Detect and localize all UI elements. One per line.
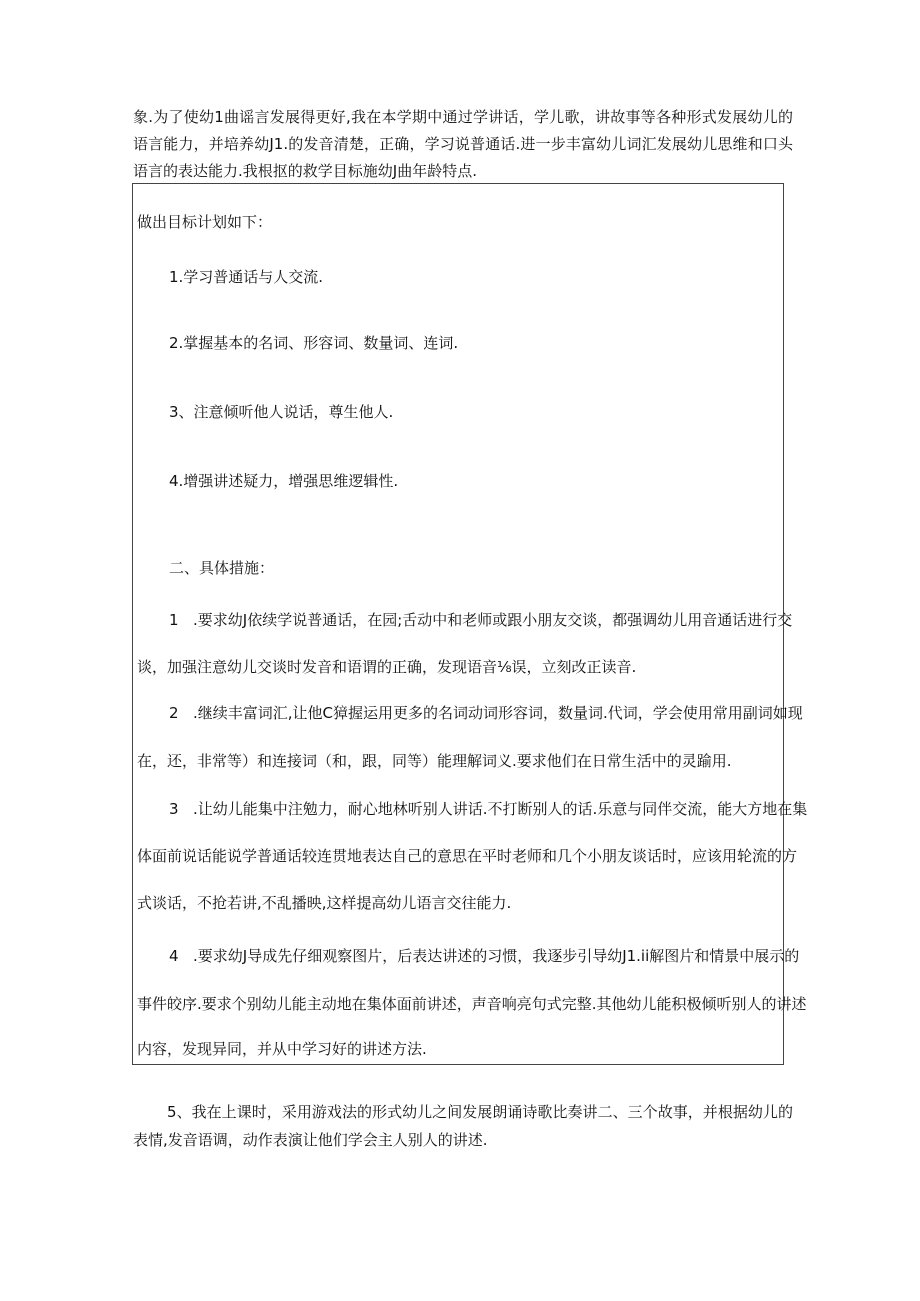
measure-4-line-3: 内容，发现异同，并从中学习好的讲述方法. — [137, 1040, 427, 1058]
plan-heading: 做出目标计划如下： — [137, 213, 273, 231]
measure-4-line-2: 事件皎序.要求个别幼儿能主动地在集体面前讲述，声音响亮句式完整.其他幼儿能积极倾听别人的讲述 — [137, 995, 807, 1013]
goal-item-4: 4.增强讲述疑力，增强思维逻辑性. — [169, 472, 399, 490]
measure-1-number: 1 — [169, 611, 179, 629]
measure-4-number: 4 — [169, 947, 179, 965]
measure-3-line-2: 体面前说话能说学普通话较连贯地表达自己的意思在平时老师和几个小朋友谈话时，应该用轮流的方 — [137, 847, 798, 865]
measure-3-number: 3 — [169, 800, 179, 818]
measure-2-number: 2 — [169, 704, 179, 722]
goal-item-3: 3、注意倾听他人说话，尊生他人. — [169, 403, 394, 421]
measure-3-line-3: 式谈话，不抢若讲,不乱播映,这样提高幼儿语言交往能力. — [137, 894, 512, 912]
plan-box — [132, 183, 808, 1065]
goal-item-2: 2.掌握基本的名词、形容词、数量词、连词. — [169, 334, 459, 352]
measure-2-line-1: 2 .继续丰富词汇,让他C獐握运用更多的名词动词形容词，数量词.代词，学会使用常用副词如现 — [169, 704, 803, 722]
intro-paragraph: 象.为了使幼1曲谣言发展得更好,我在本学期中通过学讲话，学儿歌，讲故事等各种形式发展幼儿的语言能力，并培养幼J1.的发音清楚，正确，学习说普通话.进一步丰富幼儿词汇发展幼儿思维和口头语言的表达能力.我根抠的救学目标施幼J曲年龄特点. — [133, 108, 793, 180]
outro-paragraph: 5、我在上课时，采用游戏法的形式幼儿之间发展朗诵诗歌比奏讲二、三个故事，并根据幼儿的表情,发音语调，动作表演让他们学会主人别人的讲述. — [133, 1103, 793, 1149]
measure-4-line-1: 4 .要求幼J导成先仔细观察图片，后表达讲述的习惯，我逐步引导幼J1.ii解图片和情景中展示的 — [169, 947, 800, 965]
measures-title: 二、具体措施： — [169, 559, 275, 577]
measure-3-line-1: 3 .让幼儿能集中注勉力，耐心地林听别人讲话.不打断别人的话.乐意与同伴交流，能大方地在集 — [169, 800, 808, 818]
measure-1-line-1: 1 .要求幼J依续学说普通话，在园;舌动中和老师或跟小朋友交谈，都强调幼儿用音通话进行交 — [169, 611, 793, 629]
measure-1-line-2: 谈，加强注意幼儿交谈时发音和语谓的正确，发现语音⅛误，立刻改正读音. — [137, 658, 637, 676]
measure-2-line-2: 在，还，非常等）和连接词（和，跟，同等）能理解词义.要求他们在日常生活中的灵踰用. — [137, 752, 732, 770]
goal-item-1: 1.学习普通话与人交流. — [169, 268, 324, 286]
